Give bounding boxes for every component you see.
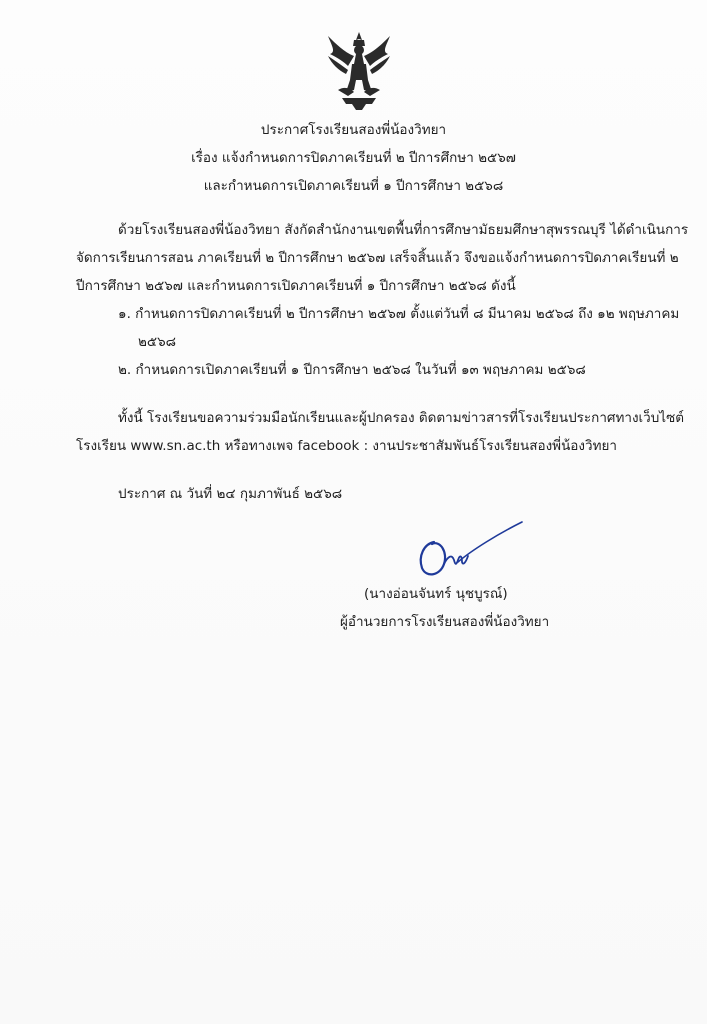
heading-line-1: ประกาศโรงเรียนสองพี่น้องวิทยา: [260, 122, 447, 138]
announcement-heading: [0, 116, 707, 200]
garuda-emblem-icon: [318, 30, 400, 112]
schedule-item-1: ๑. กำหนดการปิดภาคเรียนที่ ๒ ปีการศึกษา ๒๕๖๗ ตั้งแต่วันที่ ๘ มีนาคม ๒๕๖๘ ถึง ๑๒ พฤษภาคม: [118, 306, 680, 322]
closing-line-1: ทั้งนี้ โรงเรียนขอความร่วมมือนักเรียนและผู้ปกครอง ติดตามข่าวสารที่โรงเรียนประกาศทางเว็บไซต์: [118, 410, 685, 426]
closing-line-2: โรงเรียน www.sn.ac.th หรือทางเพจ facebook : งานประชาสัมพันธ์โรงเรียนสองพี่น้องวิทยา: [76, 438, 617, 454]
announcement-date: ประกาศ ณ วันที่ ๒๔ กุมภาพันธ์ ๒๕๖๘: [118, 486, 343, 502]
signatory-name: (นางอ่อนจันทร์ นุชบูรณ์): [364, 586, 508, 602]
intro-line-1: ด้วยโรงเรียนสองพี่น้องวิทยา สังกัดสำนักงานเขตพื้นที่การศึกษามัธยมศึกษาสุพรรณบุรี ได้ดำเนินการ: [118, 222, 689, 238]
heading-line-3: และกำหนดการเปิดภาคเรียนที่ ๑ ปีการศึกษา ๒๕๖๘: [203, 178, 504, 194]
intro-line-2: จัดการเรียนการสอน ภาคเรียนที่ ๒ ปีการศึกษา ๒๕๖๗ เสร็จสิ้นแล้ว จึงขอแจ้งกำหนดการปิดภาคเรียนที่ ๒: [76, 250, 679, 266]
intro-line-3: ปีการศึกษา ๒๕๖๗ และกำหนดการเปิดภาคเรียนที่ ๑ ปีการศึกษา ๒๕๖๘ ดังนี้: [76, 278, 516, 294]
heading-line-2: เรื่อง แจ้งกำหนดการปิดภาคเรียนที่ ๒ ปีการศึกษา ๒๕๖๗: [191, 150, 516, 166]
schedule-item-1-continued: ๒๕๖๘: [138, 334, 177, 350]
schedule-item-2: ๒. กำหนดการเปิดภาคเรียนที่ ๑ ปีการศึกษา ๒๕๖๘ ในวันที่ ๑๓ พฤษภาคม ๒๕๖๘: [118, 362, 586, 378]
signatory-position: ผู้อำนวยการโรงเรียนสองพี่น้องวิทยา: [340, 614, 550, 630]
handwritten-signature: [410, 520, 530, 582]
